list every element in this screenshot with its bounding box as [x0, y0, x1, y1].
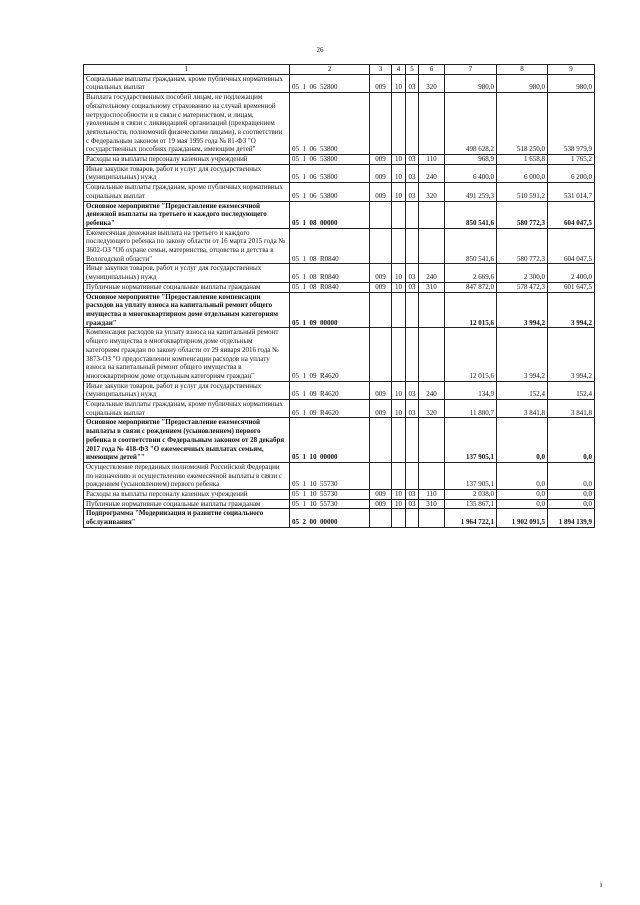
amount-year3-cell: 3 994,2: [548, 328, 595, 381]
code-cell: 05 1 06 52800: [290, 74, 370, 92]
ministry-cell: 009: [370, 164, 392, 182]
ministry-cell: [370, 328, 392, 381]
table-row: [84, 381, 595, 399]
ministry-cell: 009: [370, 155, 392, 165]
table-row: [84, 93, 595, 155]
table-row: [84, 292, 595, 328]
code-cell: 05 1 06 53800: [290, 164, 370, 182]
expense-type-cell: 110: [419, 490, 445, 500]
table-row: [84, 264, 595, 282]
expense-type-cell: [419, 93, 445, 155]
section-cell: [392, 462, 406, 489]
subsection-cell: [406, 509, 419, 527]
table-row: [84, 228, 595, 264]
page-number: 26: [316, 46, 324, 54]
ministry-cell: [370, 462, 392, 489]
section-cell: 10: [392, 74, 406, 92]
amount-year1-cell: 11 880,7: [445, 400, 497, 418]
expense-type-cell: 240: [419, 381, 445, 399]
section-cell: 10: [392, 155, 406, 165]
amount-year1-cell: 1 964 722,1: [445, 509, 497, 527]
amount-year1-cell: 6 400,0: [445, 164, 497, 182]
subsection-cell: 03: [406, 164, 419, 182]
table-row: [84, 282, 595, 292]
name-cell: Публичные нормативные социальные выплаты гражданам: [84, 282, 290, 292]
amount-year2-cell: 1 658,8: [497, 155, 548, 165]
amount-year2-cell: 0,0: [497, 462, 548, 489]
code-cell: 05 1 09 00000: [290, 292, 370, 328]
subsection-cell: 03: [406, 499, 419, 509]
code-cell: 05 1 10 00000: [290, 418, 370, 463]
subsection-cell: 03: [406, 400, 419, 418]
expense-type-cell: 240: [419, 164, 445, 182]
expense-type-cell: 240: [419, 264, 445, 282]
expense-type-cell: [419, 228, 445, 264]
section-cell: 10: [392, 490, 406, 500]
table-row: [84, 509, 595, 527]
expense-type-cell: 110: [419, 155, 445, 165]
section-cell: [392, 292, 406, 328]
name-cell: Компенсация расходов на уплату взноса на капитальный ремонт общего имущества в многоквартирном доме отдельным категориям граждан по закону области от 29 января 2016 года № 3873-ОЗ "О предоставлении компенсации расходов на уплату взноса на капитальный ремонт общего имущества в многоквартирном доме отдельным категориям граждан": [84, 328, 290, 381]
subsection-cell: 03: [406, 74, 419, 92]
table-row: [84, 164, 595, 182]
expense-type-cell: [419, 328, 445, 381]
code-cell: 05 1 06 53800: [290, 93, 370, 155]
amount-year1-cell: 968,9: [445, 155, 497, 165]
amount-year2-cell: 0,0: [497, 490, 548, 500]
amount-year3-cell: 531 014,7: [548, 183, 595, 201]
budget-table: [83, 64, 595, 528]
ministry-cell: 009: [370, 282, 392, 292]
subsection-cell: [406, 418, 419, 463]
ministry-cell: [370, 228, 392, 264]
amount-year2-cell: 0,0: [497, 499, 548, 509]
ministry-cell: 009: [370, 400, 392, 418]
table-body: [84, 74, 595, 527]
name-cell: Расходы на выплаты персоналу казенных учреждений: [84, 490, 290, 500]
amount-year2-cell: 1 902 091,5: [497, 509, 548, 527]
expense-type-cell: [419, 418, 445, 463]
ministry-cell: 009: [370, 74, 392, 92]
amount-year1-cell: 847 872,0: [445, 282, 497, 292]
subsection-cell: 03: [406, 264, 419, 282]
expense-type-cell: [419, 462, 445, 489]
section-cell: [392, 328, 406, 381]
table-row: [84, 183, 595, 201]
name-cell: Иные закупки товаров, работ и услуг для государственных (муниципальных) нужд: [84, 264, 290, 282]
amount-year1-cell: 134,9: [445, 381, 497, 399]
amount-year3-cell: 0,0: [548, 499, 595, 509]
header-cell-9: 9: [548, 65, 595, 75]
amount-year3-cell: 3 841,8: [548, 400, 595, 418]
amount-year1-cell: 137 905,1: [445, 462, 497, 489]
amount-year3-cell: 538 979,9: [548, 93, 595, 155]
header-cell-8: 8: [497, 65, 548, 75]
ministry-cell: [370, 93, 392, 155]
code-cell: 05 1 10 55730: [290, 490, 370, 500]
section-cell: 10: [392, 499, 406, 509]
amount-year1-cell: 2 038,0: [445, 490, 497, 500]
header-cell-6: 6: [419, 65, 445, 75]
name-cell: Основное мероприятие "Предоставление ежемесячной выплаты в связи с рождением (усыновлением) первого ребенка в соответствии с Федеральным законом от 28 декабря 2017 года № 418-ФЗ "О ежемесячных выплатах семьям, имеющим детей"": [84, 418, 290, 463]
section-cell: 10: [392, 183, 406, 201]
name-cell: Выплата государственных пособий лицам, не подлежащим обязательному социальному страхованию на случай временной нетрудоспособности и в связи с материнством, и лицам, уволенным в связи с ликвидацией организаций (прекращением деятельности, полномочий физическими лицами), в соответствии с Федеральным законом от 19 мая 1995 года № 81-ФЗ "О государственных пособиях гражданам, имеющим детей": [84, 93, 290, 155]
name-cell: Социальные выплаты гражданам, кроме публичных нормативных социальных выплат: [84, 183, 290, 201]
amount-year2-cell: 518 250,0: [497, 93, 548, 155]
amount-year1-cell: 2 669,6: [445, 264, 497, 282]
table-row: [84, 490, 595, 500]
ministry-cell: [370, 509, 392, 527]
amount-year2-cell: 510 591,2: [497, 183, 548, 201]
code-cell: 05 1 10 55730: [290, 499, 370, 509]
expense-type-cell: 320: [419, 74, 445, 92]
table-row: [84, 201, 595, 228]
table-row: [84, 462, 595, 489]
expense-type-cell: [419, 292, 445, 328]
expense-type-cell: 310: [419, 282, 445, 292]
amount-year2-cell: 980,0: [497, 74, 548, 92]
code-cell: 05 1 10 55730: [290, 462, 370, 489]
section-cell: [392, 93, 406, 155]
ministry-cell: [370, 418, 392, 463]
amount-year2-cell: 6 000,0: [497, 164, 548, 182]
amount-year3-cell: 980,0: [548, 74, 595, 92]
amount-year2-cell: 2 300,0: [497, 264, 548, 282]
expense-type-cell: [419, 201, 445, 228]
subsection-cell: [406, 201, 419, 228]
amount-year2-cell: 578 472,3: [497, 282, 548, 292]
subsection-cell: 03: [406, 155, 419, 165]
amount-year2-cell: 152,4: [497, 381, 548, 399]
subsection-cell: [406, 328, 419, 381]
header-cell-1: 1: [84, 65, 290, 75]
table-row: [84, 155, 595, 165]
amount-year3-cell: 6 200,0: [548, 164, 595, 182]
expense-type-cell: 320: [419, 400, 445, 418]
subsection-cell: 03: [406, 381, 419, 399]
name-cell: Основное мероприятие "Предоставление ежемесячной денежной выплаты на третьего и каждого последующего ребенка": [84, 201, 290, 228]
name-cell: Иные закупки товаров, работ и услуг для государственных (муниципальных) нужд: [84, 381, 290, 399]
amount-year2-cell: 3 994,2: [497, 328, 548, 381]
amount-year3-cell: 1 894 139,9: [548, 509, 595, 527]
table-row: [84, 400, 595, 418]
amount-year2-cell: 3 994,2: [497, 292, 548, 328]
section-cell: [392, 418, 406, 463]
table-header-row: [84, 65, 595, 75]
code-cell: 05 1 08 R0840: [290, 228, 370, 264]
name-cell: Публичные нормативные социальные выплаты гражданам: [84, 499, 290, 509]
amount-year2-cell: 0,0: [497, 418, 548, 463]
code-cell: 05 2 00 00000: [290, 509, 370, 527]
expense-type-cell: 310: [419, 499, 445, 509]
section-cell: 10: [392, 264, 406, 282]
amount-year1-cell: 137 905,1: [445, 418, 497, 463]
section-cell: 10: [392, 282, 406, 292]
amount-year1-cell: 12 015,6: [445, 328, 497, 381]
table-row: [84, 74, 595, 92]
name-cell: Ежемесячная денежная выплата на третьего и каждого последующего ребенка по закону области от 16 марта 2015 года № 3602-ОЗ "Об охране семьи, материнства, отцовства и детства в Вологодской области": [84, 228, 290, 264]
amount-year1-cell: 498 628,2: [445, 93, 497, 155]
section-cell: 10: [392, 164, 406, 182]
code-cell: 05 1 09 R4620: [290, 328, 370, 381]
code-cell: 05 1 08 R0840: [290, 264, 370, 282]
code-cell: 05 1 08 R0840: [290, 282, 370, 292]
name-cell: Осуществление переданных полномочий Российской Федерации по назначению и осуществлению ежемесячной выплаты в связи с рождением (усыновлением) первого ребенка: [84, 462, 290, 489]
header-cell-5: 5: [406, 65, 419, 75]
header-cell-2: 2: [290, 65, 370, 75]
subsection-cell: [406, 462, 419, 489]
amount-year3-cell: 2 400,0: [548, 264, 595, 282]
amount-year1-cell: 850 541,6: [445, 228, 497, 264]
header-cell-3: 3: [370, 65, 392, 75]
subsection-cell: [406, 228, 419, 264]
subsection-cell: 03: [406, 490, 419, 500]
code-cell: 05 1 09 R4620: [290, 400, 370, 418]
ministry-cell: [370, 292, 392, 328]
table-row: [84, 328, 595, 381]
amount-year3-cell: 3 994,2: [548, 292, 595, 328]
amount-year3-cell: 604 047,5: [548, 201, 595, 228]
name-cell: Иные закупки товаров, работ и услуг для государственных (муниципальных) нужд: [84, 164, 290, 182]
amount-year2-cell: 580 772,3: [497, 201, 548, 228]
expense-type-cell: [419, 509, 445, 527]
amount-year1-cell: 135 867,1: [445, 499, 497, 509]
amount-year1-cell: 850 541,6: [445, 201, 497, 228]
ministry-cell: [370, 201, 392, 228]
code-cell: 05 1 09 R4620: [290, 381, 370, 399]
amount-year1-cell: 12 015,6: [445, 292, 497, 328]
amount-year3-cell: 152,4: [548, 381, 595, 399]
section-cell: [392, 201, 406, 228]
amount-year3-cell: 1 765,2: [548, 155, 595, 165]
name-cell: Социальные выплаты гражданам, кроме публичных нормативных социальных выплат: [84, 400, 290, 418]
amount-year3-cell: 0,0: [548, 462, 595, 489]
amount-year1-cell: 491 259,3: [445, 183, 497, 201]
table-row: [84, 499, 595, 509]
subsection-cell: [406, 93, 419, 155]
ministry-cell: 009: [370, 381, 392, 399]
ministry-cell: 009: [370, 499, 392, 509]
header-cell-4: 4: [392, 65, 406, 75]
table-row: [84, 418, 595, 463]
amount-year1-cell: 980,0: [445, 74, 497, 92]
header-cell-7: 7: [445, 65, 497, 75]
name-cell: Основное мероприятие "Предоставление компенсации расходов на уплату взноса на капитальный ремонт общего имущества в многоквартирном доме отдельным категориям граждан": [84, 292, 290, 328]
name-cell: Подпрограмма "Модернизация и развитие социального обслуживания": [84, 509, 290, 527]
subsection-cell: 03: [406, 183, 419, 201]
section-cell: 10: [392, 400, 406, 418]
code-cell: 05 1 06 53800: [290, 183, 370, 201]
code-cell: 05 1 08 00000: [290, 201, 370, 228]
amount-year3-cell: 601 647,5: [548, 282, 595, 292]
name-cell: Расходы на выплаты персоналу казенных учреждений: [84, 155, 290, 165]
ministry-cell: 009: [370, 264, 392, 282]
amount-year3-cell: 604 047,5: [548, 228, 595, 264]
ministry-cell: 009: [370, 183, 392, 201]
section-cell: [392, 509, 406, 527]
section-cell: [392, 228, 406, 264]
footer-mark: i: [600, 880, 603, 889]
section-cell: 10: [392, 381, 406, 399]
name-cell: Социальные выплаты гражданам, кроме публичных нормативных социальных выплат: [84, 74, 290, 92]
subsection-cell: [406, 292, 419, 328]
amount-year2-cell: 3 841,8: [497, 400, 548, 418]
subsection-cell: 03: [406, 282, 419, 292]
expense-type-cell: 320: [419, 183, 445, 201]
amount-year3-cell: 0,0: [548, 418, 595, 463]
ministry-cell: 009: [370, 490, 392, 500]
amount-year2-cell: 580 772,3: [497, 228, 548, 264]
amount-year3-cell: 0,0: [548, 490, 595, 500]
code-cell: 05 1 06 53800: [290, 155, 370, 165]
